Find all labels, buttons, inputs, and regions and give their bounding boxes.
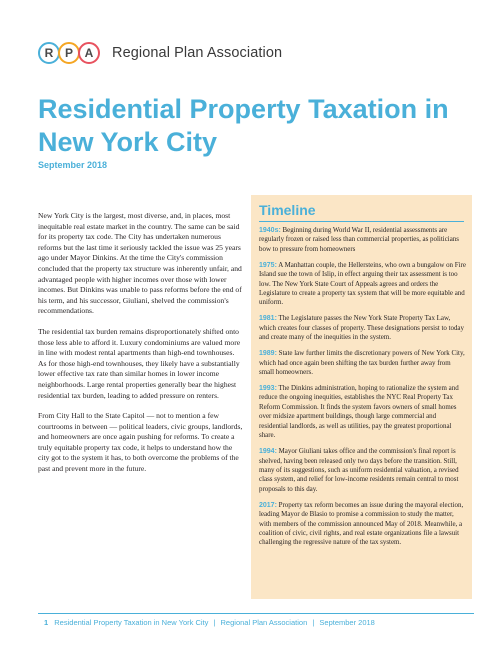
timeline-text: A Manhattan couple, the Hellersteins, who own a bungalow on Fire Island sue the town of Islip, in effect arguing their tax assessment is too low. The New York State Court of Appeals agrees and orders the Legislature to create a property tax system that will be more equitable and uniform. [259,260,466,307]
logo-circle-p: P [58,42,80,64]
footer-separator: | [312,618,315,627]
timeline-text: Mayor Giuliani takes office and the commission's final report is shelved, having been released only two days before the transition. Still, many of its suggestions, such as uniform residential valuation, a revised class system, and relief for low-income residents remain central to most proposals to this day. [259,447,459,493]
timeline-year: 1975: [259,261,277,269]
timeline-text: State law further limits the discretionary powers of New York City, which had once again been shifting the tax burden further away from small homeowners. [259,349,465,377]
page-title: Residential Property Taxation in New York City [38,94,449,157]
footer-date: September 2018 [319,618,375,627]
rpa-logo [38,40,282,66]
page-footer [38,613,474,629]
timeline-year: 1940s: [259,227,281,234]
timeline-year: 1981: [259,315,277,323]
timeline-entry [259,226,466,254]
footer-document-title: Residential Property Taxation in New York City [54,618,209,627]
body-paragraph: New York City is the largest, most diverse, and, in places, most inequitable real estate market in the country. The same can be said for its property tax code. The City has undertaken numerous reforms but the last time it seriously tackled the issue was 25 years ago under Mayor Dinkins. At the time the City's commission concluded that the property tax structure was inherently unfair, and advantaged people with higher incomes over those with lower incomes. But Dinkins was unable to pass reforms before the end of his term, and his successor, Giuliani, shelved the commission's recommendations. [38,211,242,316]
timeline-entry [259,314,466,342]
publication-date: September 2018 [38,160,108,170]
body-paragraph: The residential tax burden remains disproportionately shifted onto those less able to afford it. Luxury condominiums are valued more in line with modest rental apartments than high-end townhouses. As for those high-end townhouses, they likely have a substantially lower effective tax rate than similar homes in lower income neighborhoods. Large rental properties generally bear the highest residential tax burden, leading to added pressure on renters. [38,326,241,400]
timeline-text: The Legislature passes the New York State Property Tax Law, which creates four classes of property. These designations persist to today and create many of the inequities in the system. [259,314,464,342]
timeline-divider [259,221,464,222]
timeline-entry [259,261,466,308]
timeline-heading: Timeline [259,202,316,218]
page-number: 1 [44,618,49,627]
timeline-year: 1994: [259,448,277,456]
timeline-entry [259,384,466,440]
timeline-entry [259,349,466,377]
timeline-sidebar [251,195,472,599]
logo-circle-a: A [78,42,100,64]
body-paragraph: From City Hall to the State Capitol — not to mention a few courtrooms in between — political leaders, civic groups, landlords, and homeowners are once again pushing for reforms. To create a truly equitable property tax code, it helps to understand how the city got to the system it has, to both overcome the problems of the past and prevent more in the future. [38,411,243,474]
footer-org: Regional Plan Association [220,618,308,627]
timeline-year: 1993: [259,385,277,393]
timeline-text: Beginning during World War II, residential assessments are regularly frozen or raised less than commercial properties, as politicians bow to pressure from homeowners [259,226,459,253]
body-text-column [38,211,244,485]
logo-circles [38,42,98,64]
timeline-text: The Dinkins administration, hoping to rationalize the system and reduce the ongoing inequities, establishes the NYC Real Property Tax Reform Commission. It finds the system favors owners of small homes over midsize apartment buildings, though large commercial and residential landlords, as well as utilities, pay the greatest proportional share. [259,384,459,440]
logo-circle-r: R [38,42,60,64]
timeline-entry [259,501,466,548]
footer-separator: | [213,618,216,627]
timeline-entries [259,226,466,554]
timeline-text: Property tax reform becomes an issue during the mayoral election, leading Mayor de Blasio to promise a commission to study the matter, with members of the commission announced May of 2018. Meanwhile, a coalition of civic, civil rights, and real estate organizations file a lawsuit challenging the regressive nature of the tax system. [259,500,464,547]
timeline-year: 1989: [259,350,277,358]
timeline-entry [259,447,466,494]
timeline-year: 2017: [259,501,277,509]
org-name: Regional Plan Association [112,45,283,61]
